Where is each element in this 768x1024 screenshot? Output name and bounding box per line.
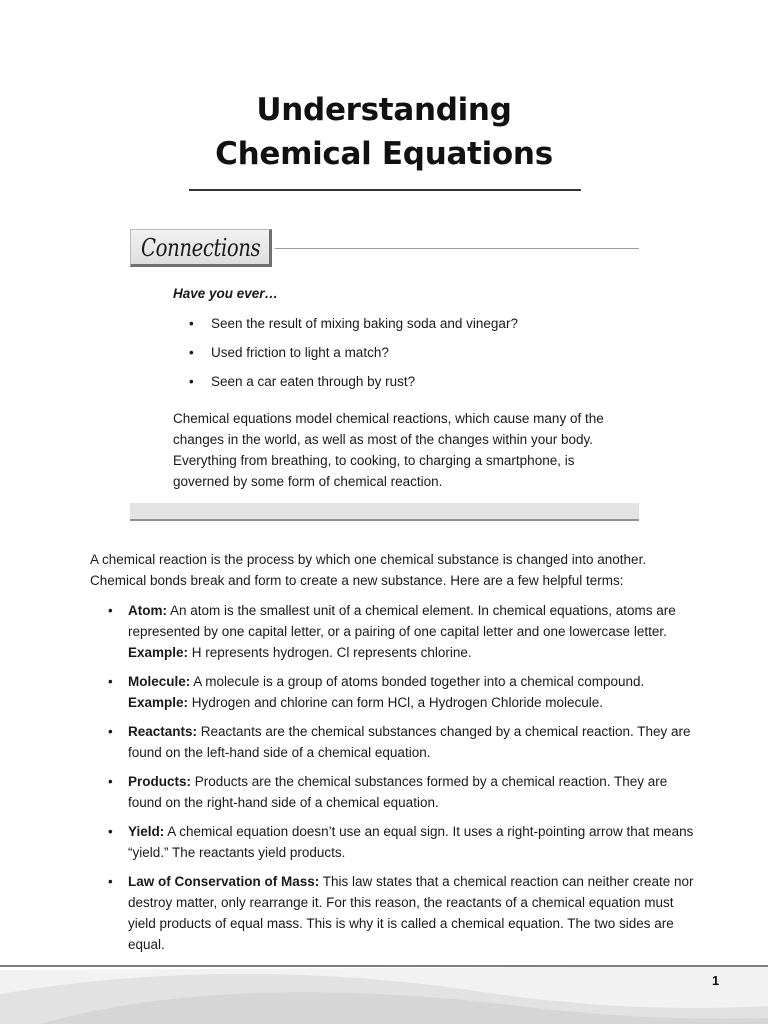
term-item: [108, 721, 698, 763]
connections-label: Connections: [141, 234, 261, 262]
list-item-text: Used friction to light a match?: [211, 345, 389, 360]
term-definition: Reactants are the chemical substances changed by a chemical reaction. They are found on the left-hand side of a chemical equation.: [128, 724, 691, 760]
connections-paragraph: Chemical equations model chemical reactions, which cause many of the changes in the world, as well as most of the changes within your body. Everything from breathing, to cooking, to charging a smartphone, is governed by some form of chemical reaction.: [173, 411, 604, 489]
bullet-icon: •: [189, 345, 194, 360]
term-name: Molecule:: [128, 674, 191, 689]
title-divider: [189, 189, 581, 191]
list-item: [189, 313, 518, 342]
bullet-icon: •: [189, 374, 194, 389]
example-text: H represents hydrogen. Cl represents chlorine.: [188, 645, 472, 660]
term-name: Law of Conservation of Mass:: [128, 874, 320, 889]
page-number: 1: [712, 973, 720, 988]
term-definition: Products are the chemical substances formed by a chemical reaction. They are found on the right-hand side of a chemical equation.: [128, 774, 668, 810]
list-item: [189, 342, 518, 371]
page-title: [0, 88, 768, 176]
example-label: Example:: [128, 695, 189, 710]
bullet-icon: •: [108, 674, 113, 689]
connections-tab: [130, 229, 272, 267]
terms-list: [108, 600, 698, 963]
list-item-text: Seen a car eaten through by rust?: [211, 374, 416, 389]
title-line-1: Understanding: [256, 92, 512, 128]
connections-bottom-bar: [130, 503, 639, 521]
term-definition: An atom is the smallest unit of a chemical element. In chemical equations, atoms are represented by one capital letter, or a pairing of one capital letter and one lowercase letter.: [128, 603, 676, 639]
list-item-text: Seen the result of mixing baking soda and vinegar?: [211, 316, 518, 331]
bullet-icon: •: [108, 774, 113, 789]
term-definition: A molecule is a group of atoms bonded together into a chemical compound.: [190, 674, 645, 689]
connections-prompt: Have you ever…: [173, 286, 279, 301]
bullet-icon: •: [108, 824, 113, 839]
term-item: [108, 771, 698, 813]
bullet-icon: •: [108, 724, 113, 739]
term-item: [108, 600, 698, 663]
intro-paragraph: A chemical reaction is the process by which one chemical substance is changed into another. Chemical bonds break and form to create a new substance. Here are a few helpful terms:: [90, 552, 647, 588]
example-text: Hydrogen and chlorine can form HCl, a Hydrogen Chloride molecule.: [188, 695, 603, 710]
connections-list: [189, 313, 518, 400]
title-line-2: Chemical Equations: [215, 136, 553, 172]
bullet-icon: •: [189, 316, 194, 331]
connections-divider: [275, 248, 639, 249]
term-name: Products:: [128, 774, 192, 789]
bullet-icon: •: [108, 603, 113, 618]
footer-decoration: [0, 960, 768, 1024]
term-name: Reactants:: [128, 724, 198, 739]
term-item: [108, 871, 698, 955]
term-item: [108, 821, 698, 863]
term-name: Atom:: [128, 603, 167, 618]
term-definition: A chemical equation doesn’t use an equal sign. It uses a right-pointing arrow that means “yield.” The reactants yield products.: [128, 824, 694, 860]
list-item: [189, 371, 518, 400]
bullet-icon: •: [108, 874, 113, 889]
term-definition: This law states that a chemical reaction can neither create nor destroy matter, only rearrange it. For this reason, the reactants of a chemical equation must yield products of equal mass. This is why it is called a chemical equation. The two sides are equal.: [128, 874, 694, 952]
term-item: [108, 671, 698, 713]
example-label: Example:: [128, 645, 189, 660]
term-name: Yield:: [128, 824, 165, 839]
